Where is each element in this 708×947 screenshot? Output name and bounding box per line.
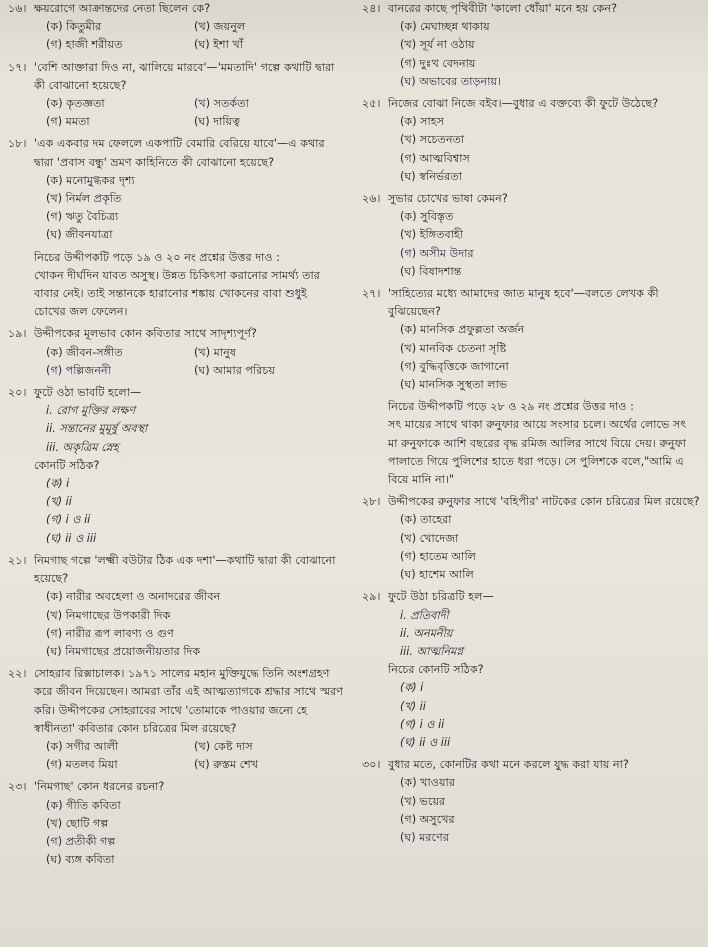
question-number: ১৮। [8,137,27,151]
question-number: ১৬। [8,2,27,15]
question-number: ২২। [8,667,27,681]
option-ka: (ক) তাহেরা [400,513,452,527]
option-ga: (গ) বুদ্ধিবৃত্তিকে জাগানো [400,359,509,373]
stimulus-passage: সৎ মায়ের সাথে থাকা রুনুফার আয়ে সংসার চলে। অর্থের লোভে সৎ মা রুনুফাকে আশি বছরের বৃদ্ধ রমিজ আলির সাথে বিয়ে দেয়। রুনুফা পালাতে গিয়ে পুলিশের হাতে ধরা পড়ে। সে পুলিশকে বলে,"আমি এ বিয়ে মানি না।" [388,418,687,487]
option-ka: (ক) কিতুমীর [46,20,102,34]
question-number: ১৯। [8,327,27,341]
statement-i: i. রোগ মুক্তির লক্ষণ [46,404,136,418]
option-ga: (গ) ঋতু বৈচিত্র্য [46,210,119,224]
option-ga: (গ) অসুখের [400,812,455,826]
option-gha: (ঘ) স্বনির্ভরতা [400,169,463,183]
question-text: বুধার মতে, কোনটির কথা মনে করলে যুদ্ধ করা যায় না? [388,758,629,772]
stimulus-passage: খোকন দীর্ঘদিন যাবত অসুস্থ। উন্নত চিকিৎসা করানোর সামর্থ্য তার বাবার নেই। তাই সন্তানকে হারানোর শঙ্কায় খোকনের বাবা শুধুই চোখের জল ফেলেন। [34,268,320,319]
option-gha: (ঘ) ii ও iii [400,735,451,749]
question-text: ফুটে উঠা চরিত্রটি হল— [388,590,494,604]
question-text: সোহরাব রিক্সাচালক। ১৯৭১ সালের মহান মুক্তিযুদ্ধে তিনি অংশগ্রহণ করে জীবন দিয়েছেন। আমরা তাঁর এই আত্মত্যাগকে শ্রদ্ধার সাথে স্মরণ করি। উদ্দীপকের সোহরাবের সাথে 'তোমাকে পাওয়ার জন্যে হে স্বাধীনতা' কবিতার কোন চরিত্রের মিল রয়েছে? [34,667,344,735]
question-22 [8,665,344,774]
instruction-28-29: নিচের উদ্দীপকটি পড়ে ২৮ ও ২৯ নং প্রশ্নের উত্তর দাও : [388,400,634,414]
option-ka: (ক) মানসিক প্রফুল্লতা অর্জন [400,323,525,337]
option-kha: (খ) সূর্য না ওঠায় [400,38,475,52]
option-gha: (ঘ) রুস্তম শেখ [194,758,259,772]
question-text: নিজের বোঝা নিজে বইব।—বুধার এ বক্তব্যে কী ফুটে উঠেছে? [388,97,659,111]
question-number: ১৭। [8,60,27,74]
option-gha: (ঘ) ইশা খাঁ [194,38,244,52]
statement-iii: iii. অকৃত্রিম স্নেহ [46,440,119,454]
question-29 [362,588,702,752]
question-27 [362,285,702,394]
option-ka: (ক) i [46,477,70,491]
option-gha: (ঘ) অভাবের তাড়নায়। [400,74,502,88]
question-number: ২৯। [362,590,381,604]
option-gha: (ঘ) দায়িত্ব [194,115,241,129]
option-ka: (ক) গীতি কবিতা [46,798,121,812]
option-gha: (ঘ) ii ও iii [46,531,97,545]
question-number: ২৪। [362,2,381,15]
question-text: উদ্দীপকের রুনুফার সাথে 'বহিপীর' নাটকের কোন চরিত্রের মিল রয়েছে? [388,495,700,509]
option-kha: (খ) নির্মল প্রকৃতি [46,192,122,206]
option-ga: (গ) দুঃখ বেদনায় [400,56,476,70]
option-kha: (খ) ভয়ের [400,794,446,808]
right-column [362,0,702,947]
option-kha: (খ) মানবিক চেতনা সৃষ্টি [400,341,507,355]
question-text: ফুটে ওঠা ভাবটি হলো— [34,386,142,400]
option-gha: (ঘ) মরণের [400,830,449,844]
option-ka: (ক) সুবিস্তৃত [400,210,454,224]
option-gha: (ঘ) জীবনযাত্রা [46,228,113,242]
option-ga: (গ) হাতেম আলি [400,549,476,563]
question-number: ২৮। [362,495,381,509]
statement-i: i. প্রতিবাদী [400,608,449,622]
question-19 [8,325,344,380]
option-gha: (ঘ) হাশেম আলি [400,568,474,582]
option-ka: (ক) কৃতজ্ঞতা [46,97,105,111]
question-16 [8,0,344,55]
option-kha: (খ) কেষ্ট দাস [194,739,253,753]
option-ga: (গ) i ও ii [400,717,445,731]
question-text: 'বেশি আক্তারা দিও না, ঝালিয়ে মারবে'—'মমতাদি' গল্পে কথাটি দ্বারা কী বোঝানো হয়েছে? [34,60,335,92]
statement-iii: iii. আত্মনিমগ্ন [400,644,464,658]
question-text: বানরের কাছে পৃথিবীটা 'কালো ধোঁয়া' মনে হয় কেন? [388,2,618,15]
question-text: নিমগাছ গল্পে 'লক্ষ্মী বউটার ঠিক এক দশা'—কথাটি দ্বারা কী বোঝানো হয়েছে? [34,553,336,586]
left-column [8,0,344,947]
option-ga: (গ) নারীর রূপ লাবণ্য ও গুণ [46,626,174,640]
question-text: সুভার চোখের ভাষা কেমন? [388,192,508,206]
option-kha: (খ) সতর্কতা [194,97,249,111]
question-text: উদ্দীপকের মূলভাব কোন কবিতার সাথে সাদৃশ্যপূর্ণ? [34,327,257,341]
option-ka: (ক) খাওয়ার [400,776,455,790]
option-gha: (ঘ) বিষাদশান্ত [400,264,462,278]
question-17 [8,59,344,132]
question-20 [8,384,344,548]
option-kha: (খ) জয়নুল [194,20,246,34]
question-ask: নিচের কোনটি সঠিক? [388,663,484,677]
question-number: ২১। [8,553,27,567]
question-number: ২০। [8,386,27,400]
option-kha: (খ) সচেতনতা [400,133,465,147]
option-gha: (ঘ) নিমগাছের প্রয়োজনীয়তার দিক [46,644,201,658]
question-25 [362,95,702,186]
question-text: ক্ষয়রোগে আক্রান্তদের নেতা ছিলেন কে? [34,2,211,15]
option-ga: (গ) হাজী শরীয়ত [46,38,123,52]
option-ka: (ক) মনোমুগ্ধকর দৃশ্য [46,173,135,187]
question-number: ২৭। [362,287,381,301]
question-number: ২৩। [8,780,27,794]
option-ka: (ক) সাহস [400,115,445,129]
option-ka: (ক) জীবন-সঙ্গীত [46,345,123,359]
option-kha: (খ) মানুষ [194,345,236,359]
option-gha: (ঘ) ব্যঙ্গ কবিতা [46,853,115,867]
statement-ii: ii. অনমনীয় [400,626,453,640]
option-ka: (ক) i [400,681,424,695]
option-gha: (ঘ) আমার পরিচয় [194,363,275,377]
option-ga: (গ) মতলব মিয়া [46,758,118,772]
question-text: 'নিমগাছ' কোন ধরনের রচনা? [34,780,165,794]
question-number: ৩০। [362,758,381,772]
question-ask: কোনটি সঠিক? [34,458,100,472]
instruction-19-20: নিচের উদ্দীপকটি পড়ে ১৯ ও ২০ নং প্রশ্নের উত্তর দাও : [34,250,280,264]
question-24 [362,0,702,91]
option-kha: (খ) নিমগাছের উপকারী দিক [46,608,171,622]
option-ga: (গ) অসীম উদার [400,246,474,260]
option-ga: (গ) মমতা [46,115,90,129]
option-ga: (গ) আত্মবিশ্বাস [400,151,470,165]
question-number: ২৫। [362,97,381,111]
option-kha: (খ) ইঙ্গিতবাহী [400,228,464,242]
option-kha: (খ) ii [400,699,426,713]
statement-ii: ii. সন্তানের মুমূর্ষু অবস্থা [46,422,148,436]
option-ga: (গ) প্রতীকী গল্প [46,834,116,848]
question-number: ২৬। [362,192,381,206]
option-kha: (খ) ii [46,495,72,509]
option-ga: (গ) পল্লিজননী [46,363,111,377]
question-text: 'সাহিত্যের মধ্যে আমাদের জাত মানুষ হবে'—বলতে লেখক কী বুঝিয়েছেন? [388,287,659,319]
question-18 [8,135,344,244]
option-ka: (ক) সগীর আলী [46,739,119,753]
question-text: 'এক একবার দম ফেললে একপাটি বেমারি বেরিয়ে যাবে'—এ কথার দ্বারা 'প্রবাস বন্ধু' ভ্রমণ কাহিনিতে কী বোঝানো হয়েছে? [34,137,325,169]
option-gha: (ঘ) মানসিক সুস্থতা লাভ [400,378,508,392]
question-21 [8,552,344,661]
question-30 [362,756,702,847]
option-kha: (খ) ছোটি গল্প [46,816,109,830]
option-ka: (ক) নারীর অবহেলা ও অনাদরের জীবন [46,590,221,604]
question-26 [362,190,702,281]
option-ga: (গ) i ও ii [46,513,91,527]
question-23 [8,778,344,869]
option-ka: (ক) মেঘাচ্ছন্ন থাকায় [400,20,490,34]
option-kha: (খ) খোদেজা [400,531,459,545]
question-28 [362,493,702,584]
